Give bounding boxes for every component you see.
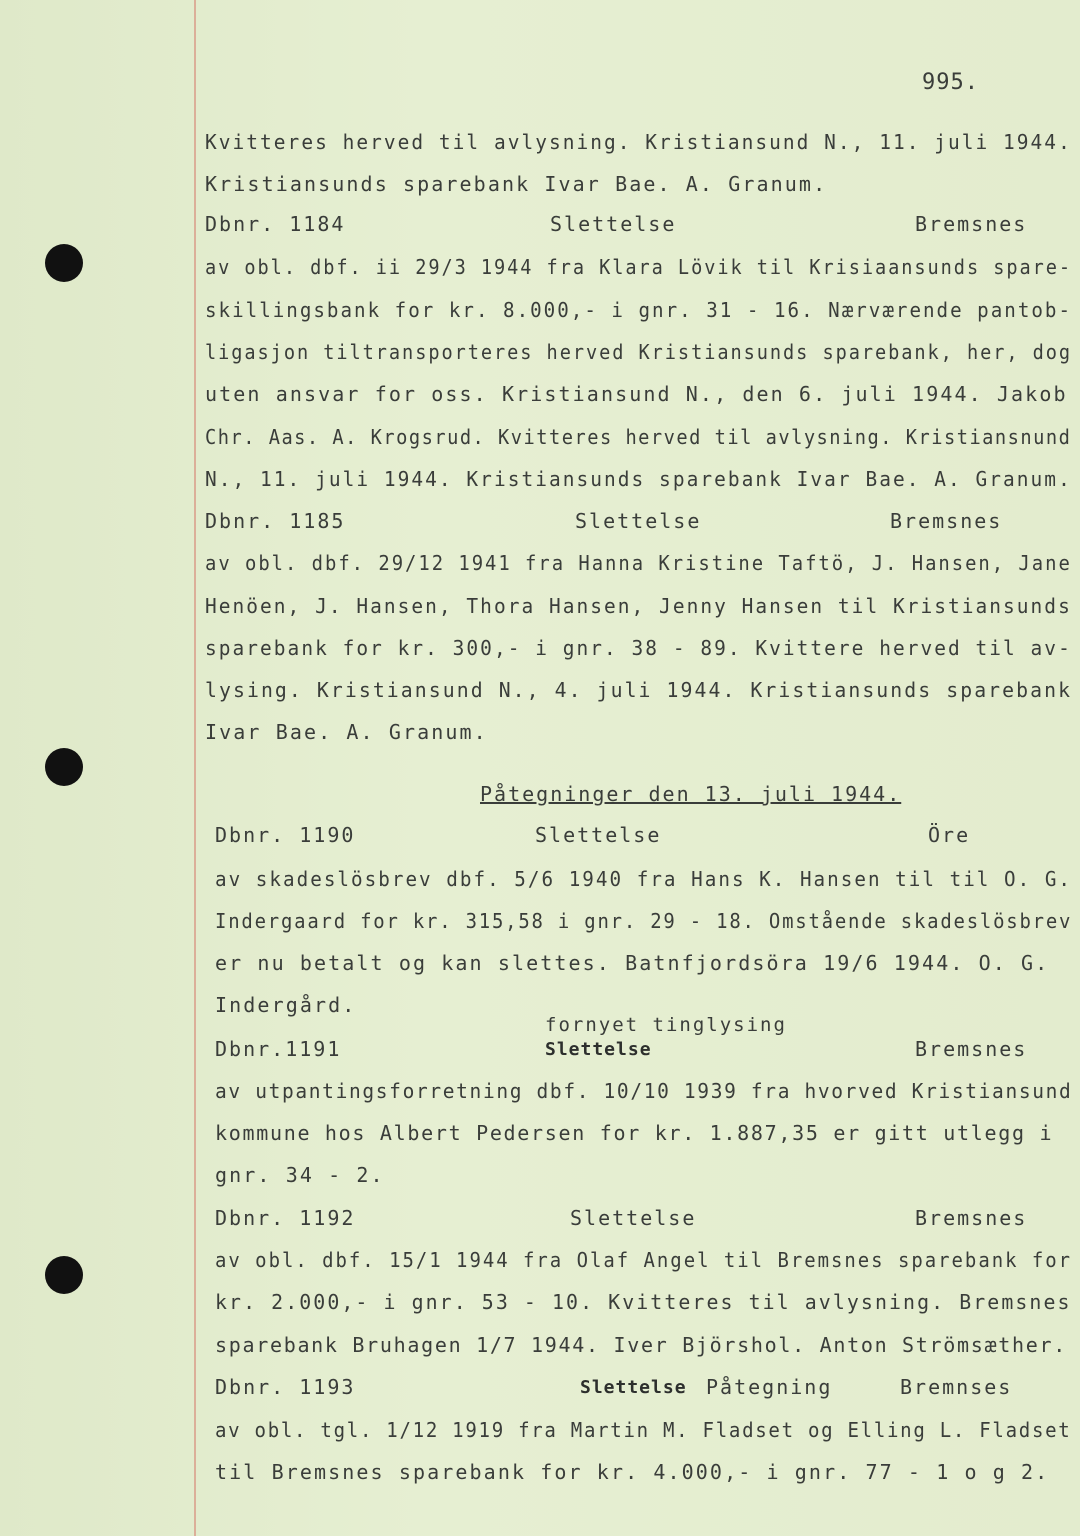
text-line: Indergaard for kr. 315,58 i gnr. 29 - 18. Omstående skadeslösbrev [215, 909, 1073, 933]
text-line: Chr. Aas. A. Krogsrud. Kvitteres herved til avlysning. Kristiansnund [205, 425, 1072, 449]
text-line: kr. 2.000,- i gnr. 53 - 10. Kvitteres til avlysning. Bremsnes [215, 1290, 1072, 1314]
section-title: Påtegninger den 13. juli 1944. [480, 782, 902, 806]
text-line: Kristiansunds sparebank Ivar Bae. A. Granum. [205, 172, 828, 196]
entry-annotation: fornyet tinglysing [545, 1014, 787, 1036]
entry-number: Dbnr. 1185 [205, 509, 346, 533]
entry-type: Slettelse [575, 509, 702, 533]
text-line: Ivar Bae. A. Granum. [205, 720, 488, 744]
entry-type: Slettelse [570, 1206, 697, 1230]
text-line: lysing. Kristiansund N., 4. juli 1944. Kristiansunds sparebank [205, 678, 1073, 702]
text-line: gnr. 34 - 2. [215, 1163, 385, 1187]
entry-number: Dbnr. 1190 [215, 823, 356, 847]
punch-hole [45, 748, 83, 786]
text-line: ligasjon tiltransporteres herved Kristiansunds sparebank, her, dog [205, 340, 1073, 364]
text-line: av obl. tgl. 1/12 1919 fra Martin M. Fladset og Elling L. Fladset [215, 1418, 1072, 1442]
margin-line [194, 0, 196, 1536]
entry-number: Dbnr. 1184 [205, 212, 346, 236]
text-line: av utpantingsforretning dbf. 10/10 1939 fra hvorved Kristiansund [215, 1079, 1073, 1103]
text-line: Kvitteres herved til avlysning. Kristiansund N., 11. juli 1944. [205, 130, 1072, 154]
text-line: av obl. dbf. 15/1 1944 fra Olaf Angel til Bremsnes sparebank for [215, 1248, 1073, 1272]
entry-number: Dbnr.1191 [215, 1037, 342, 1061]
entry-place: Bremnses [900, 1375, 1013, 1399]
text-line: skillingsbank for kr. 8.000,- i gnr. 31 - 16. Nærværende pantob- [205, 298, 1073, 322]
text-line: N., 11. juli 1944. Kristiansunds sparebank Ivar Bae. A. Granum. [205, 467, 1072, 491]
entry-place: Bremsnes [915, 1206, 1028, 1230]
entry-type: Påtegning [706, 1375, 833, 1399]
entry-type-struck: Slettelse [545, 1039, 652, 1060]
text-line: av skadeslösbrev dbf. 5/6 1940 fra Hans K. Hansen til til O. G. [215, 867, 1073, 891]
entry-place: Bremsnes [915, 212, 1028, 236]
text-line: sparebank Bruhagen 1/7 1944. Iver Björshol. Anton Strömsæther. [215, 1333, 1067, 1357]
text-line: Henöen, J. Hansen, Thora Hansen, Jenny Hansen til Kristiansunds [205, 594, 1072, 618]
text-line: Indergård. [215, 993, 357, 1017]
entry-number: Dbnr. 1193 [215, 1375, 356, 1399]
text-line: sparebank for kr. 300,- i gnr. 38 - 89. Kvittere herved til av- [205, 636, 1072, 660]
punch-hole [45, 1256, 83, 1294]
entry-place: Bremsnes [890, 509, 1003, 533]
text-line: er nu betalt og kan slettes. Batnfjordsöra 19/6 1944. O. G. [215, 951, 1050, 975]
text-line: uten ansvar for oss. Kristiansund N., den 6. juli 1944. Jakob [205, 382, 1068, 406]
entry-place: Bremsnes [915, 1037, 1028, 1061]
text-line: av obl. dbf. ii 29/3 1944 fra Klara Lövik til Krisiaansunds spare- [205, 255, 1073, 279]
text-line: til Bremsnes sparebank for kr. 4.000,- i gnr. 77 - 1 o g 2. [215, 1460, 1050, 1484]
text-line: kommune hos Albert Pedersen for kr. 1.887,35 er gitt utlegg i [215, 1121, 1054, 1145]
entry-type: Slettelse [550, 212, 677, 236]
entry-number: Dbnr. 1192 [215, 1206, 356, 1230]
punch-hole [45, 244, 83, 282]
entry-type: Slettelse [535, 823, 662, 847]
text-line: av obl. dbf. 29/12 1941 fra Hanna Kristine Taftö, J. Hansen, Jane [205, 551, 1072, 575]
entry-place: Öre [928, 823, 971, 847]
entry-type-struck: Slettelse [580, 1377, 687, 1398]
page-number: 995. [922, 70, 979, 95]
